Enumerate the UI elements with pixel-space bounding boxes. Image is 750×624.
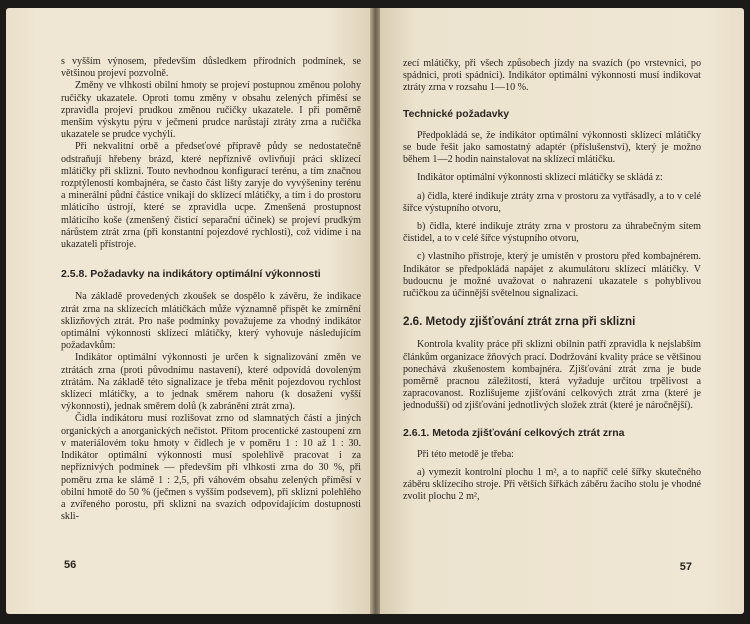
list-item: c) vlastního přístroje, který je umístěn v prostoru před kombajnérem. Indikátor se předpokládá napájet z akumulátoru sklízecí mlátičky. V budoucnu je možné uvažovat o nahrazení ukazatele s pohyblivou ručičkou za účinnější světelnou signalizaci.	[403, 251, 701, 300]
paragraph: Kontrola kvality práce při sklizni obilnin patří zpravidla k nejslabším článkům organizace žňových prací. Dodržování kvality práce se většinou ponechává zkušenostem kombajnéra. Zjišťování ztrát zrna je bude poměrně pracnou záležitostí, která vyžaduje určitou trpělivost a zapracovanost. Rozlišujeme zjišťování celkových ztrát zrna (které je jednodušší) od zjišťování jednotlivých složek ztrát (které je náročnější).	[403, 339, 701, 412]
heading-technical-requirements: Technické požadavky	[403, 108, 510, 120]
page-number: 57	[679, 561, 692, 573]
list-item: b) čidla, které indikuje ztráty zrna v prostoru za úhrabečným sítem čistidel, a to v celé šířce výstupního otvoru,	[403, 221, 701, 245]
paragraph: Indikátor optimální výkonnosti sklízecí mlátičky se skládá z:	[417, 172, 663, 184]
section-heading-2-5-8: 2.5.8. Požadavky na indikátory optimální výkonnosti	[61, 268, 321, 281]
paragraph: Při této metodě je třeba:	[417, 448, 514, 460]
paragraph: Na základě provedených zkoušek se dospělo k závěru, že indikace ztrát zrna na sklízecích mlátičkách může významně přispět ke zmírnění sklizňových ztrát. Pro naše podmínky považujeme za vhodný indikátor optimální výkonnosti sklízecí mlátičky, který vyhovuje následujícím požadavkům:	[61, 291, 361, 352]
section-heading-2-6: 2.6. Metody zjišťování ztrát zrna při sklizni	[403, 315, 636, 329]
page-number: 56	[64, 559, 77, 571]
right-page-text	[403, 58, 701, 504]
section-heading-2-6-1: 2.6.1. Metoda zjišťování celkových ztrát zrna	[403, 426, 625, 439]
paragraph: Změny ve vlhkosti obilní hmoty se projeví postupnou změnou polohy ručičky ukazatele. Oproti tomu změny v obsahu zelených příměsí se zpravidla projeví prudkou změnou ručičky ukazatele. I při poměrně menším výskytu pýru v ječmeni prudce narůstají ztráty zrna a ručička ukazatele se prudce vychýlí.	[61, 80, 361, 141]
paragraph: zecí mlátičky, při všech způsobech jízdy na svazích (po vrstevnici, po spádnici, proti spádnici). Indikátor optimální výkonnosti musí indikovat ztráty zrna v rozsahu 1—10 %.	[403, 58, 701, 94]
list-item: a) vymezit kontrolní plochu 1 m², a to napříč celé šířky skutečného záběru sklízecího stroje. Při větších šířkách záběru žacího stolu je vhodné zvolit plochu 2 m²,	[403, 467, 701, 503]
paragraph: Indikátor optimální výkonnosti je určen k signalizování změn ve ztrátách zrna (proti původnímu nastavení), které odpovídá dovoleným ztrátám. Na základě této signalizace je třeba měnit pojezdovou rychlost sklízecí mlátičky, a to jednak směrem nahoru (k dosažení vyšší výkonnosti), jednak směrem dolů (k zabránění ztrát zrna).	[61, 352, 361, 413]
paragraph: Předpokládá se, že indikátor optimální výkonnosti sklízecí mlátičky se bude řešit jako samostatný adaptér (příslušenství), který je možno během 1—2 hodin nainstalovat na sklízecí mlátičku.	[403, 129, 701, 166]
paragraph: Při nekvalitní orbě a předseťové přípravě půdy se nedostatečně odstraňují hřebeny brázd, které nepříznivě ovlivňují práci sklízecí mlátičky při sklizni. Touto nevhodnou konfigurací terénu, a tím značnou rozptýleností kombajnéra, se často část lišty zaryje do vyvýšeniny terénu a minerální půdní částice vnikají do sklízecí mlátičky, a tím i do prostoru mláticího ústrojí, které se zpravidla ucpe. Zmenšená prostupnost mláticího koše (zmenšený čisticí separační účinek) se projeví prudkým nárůstem ztrát zrna (při konstantní pojezdové rychlosti), což vidíme i na ukazateli přístroje.	[61, 141, 361, 251]
right-page	[380, 8, 744, 614]
left-page	[6, 8, 372, 614]
left-page-text	[61, 56, 361, 523]
paragraph: s vyšším výnosem, především důsledkem přírodních podmínek, se většinou projeví pozvolně.	[61, 56, 361, 80]
list-item: a) čidla, které indikuje ztráty zrna v prostoru za vytřásadly, a to v celé šířce výstupního otvoru,	[403, 190, 701, 214]
paragraph: Čidla indikátoru musí rozlišovat zrno od slamnatých částí a jiných organických a anorganických nečistot. Přitom procentické zastoupení zrn v materiálovém toku hmoty v čidlech je v poměru 1 : 10 až 1 : 30. Indikátor optimální výkonnosti musí spolehlivě pracovat i za nepříznivých podmínek — především při vlhkosti zrna do 30 %, při poměru zrna ke slámě 1 : 2,5, při váhovém obsahu zelených příměsí v obilní hmotě do 50 % (ječmen s vyšším podsevem), při sklizni polehlého a zvířeného porostu, při sklizni na svazích odpovídajícím dostupnosti skli-	[61, 413, 361, 523]
